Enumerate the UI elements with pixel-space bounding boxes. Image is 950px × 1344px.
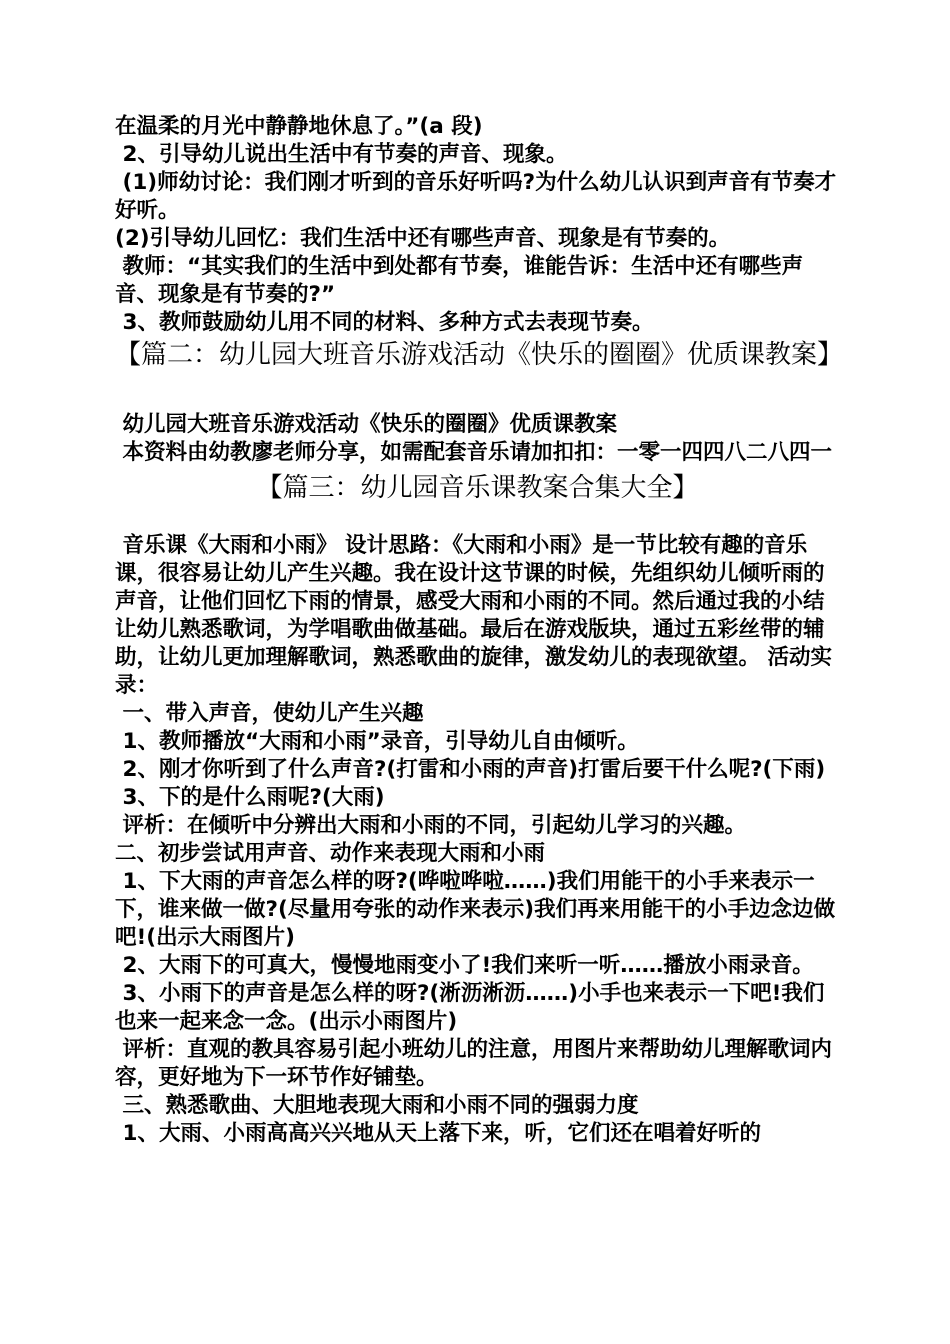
- paragraph: 音乐课《大雨和小雨》 设计思路：《大雨和小雨》是一节比较有趣的音乐课，很容易让幼儿产生兴趣。我在设计这节课的时候，先组织幼儿倾听雨的声音，让他们回忆下雨的情景，感受大雨和小雨的不同。然后通过我的小结让幼儿熟悉歌词，为学唱歌曲做基础。最后在游戏版块，通过五彩丝带的辅助，让幼儿更加理解歌词，熟悉歌曲的旋律，激发幼儿的表现欲望。 活动实录：: [115, 533, 832, 698]
- paragraph: 1、教师播放“大雨和小雨”录音，引导幼儿自由倾听。: [115, 729, 639, 754]
- section-heading-2: 【篇二：幼儿园大班音乐游戏活动《快乐的圈圈》优质课教案】: [115, 340, 844, 370]
- paragraph: 在温柔的月光中静静地休息了。”(a 段): [115, 114, 483, 139]
- paragraph: 1、大雨、小雨高高兴兴地从天上落下来，听，它们还在唱着好听的: [115, 1121, 761, 1146]
- section-heading-3: 【篇三：幼儿园音乐课教案合集大全】: [256, 473, 699, 503]
- paragraph: 3、教师鼓励幼儿用不同的材料、多种方式去表现节奏。: [115, 310, 654, 335]
- paragraph: 评析：在倾听中分辨出大雨和小雨的不同，引起幼儿学习的兴趣。: [115, 813, 747, 838]
- paragraph: 教师：“其实我们的生活中到处都有节奏，谁能告诉：生活中还有哪些声音、现象是有节奏的?”: [115, 254, 804, 307]
- paragraph: 2、刚才你听到了什么声音?(打雷和小雨的声音)打雷后要干什么呢?(下雨): [115, 757, 826, 782]
- paragraph: 二、初步尝试用声音、动作来表现大雨和小雨: [115, 841, 546, 866]
- paragraph: 3、下的是什么雨呢?(大雨): [115, 785, 385, 810]
- paragraph: 3、小雨下的声音是怎么样的呀?(淅沥淅沥……)小手也来表示一下吧!我们也来一起来念一念。(出示小雨图片): [115, 981, 825, 1034]
- paragraph: (2)引导幼儿回忆：我们生活中还有哪些声音、现象是有节奏的。: [115, 226, 731, 251]
- paragraph: 本资料由幼教廖老师分享，如需配套音乐请加扣扣：一零一四四八二八四一: [115, 440, 833, 465]
- paragraph: (1)师幼讨论：我们刚才听到的音乐好听吗?为什么幼儿认识到声音有节奏才好听。: [115, 170, 837, 223]
- paragraph: 幼儿园大班音乐游戏活动《快乐的圈圈》优质课教案: [115, 412, 618, 437]
- paragraph: 2、大雨下的可真大，慢慢地雨变小了!我们来听一听……播放小雨录音。: [115, 953, 814, 978]
- paragraph: 1、下大雨的声音怎么样的呀?(哗啦哗啦……)我们用能干的小手来表示一下，谁来做一做?(尽量用夸张的动作来表示)我们再来用能干的小手边念边做吧!(出示大雨图片): [115, 869, 836, 950]
- paragraph: 三、熟悉歌曲、大胆地表现大雨和小雨不同的强弱力度: [115, 1093, 639, 1118]
- paragraph: 一、带入声音，使幼儿产生兴趣: [115, 701, 424, 726]
- paragraph: 2、引导幼儿说出生活中有节奏的声音、现象。: [115, 142, 568, 167]
- document-body: [115, 113, 844, 1148]
- paragraph: 评析：直观的教具容易引起小班幼儿的注意，用图片来帮助幼儿理解歌词内容，更好地为下一环节作好铺垫。: [115, 1037, 833, 1090]
